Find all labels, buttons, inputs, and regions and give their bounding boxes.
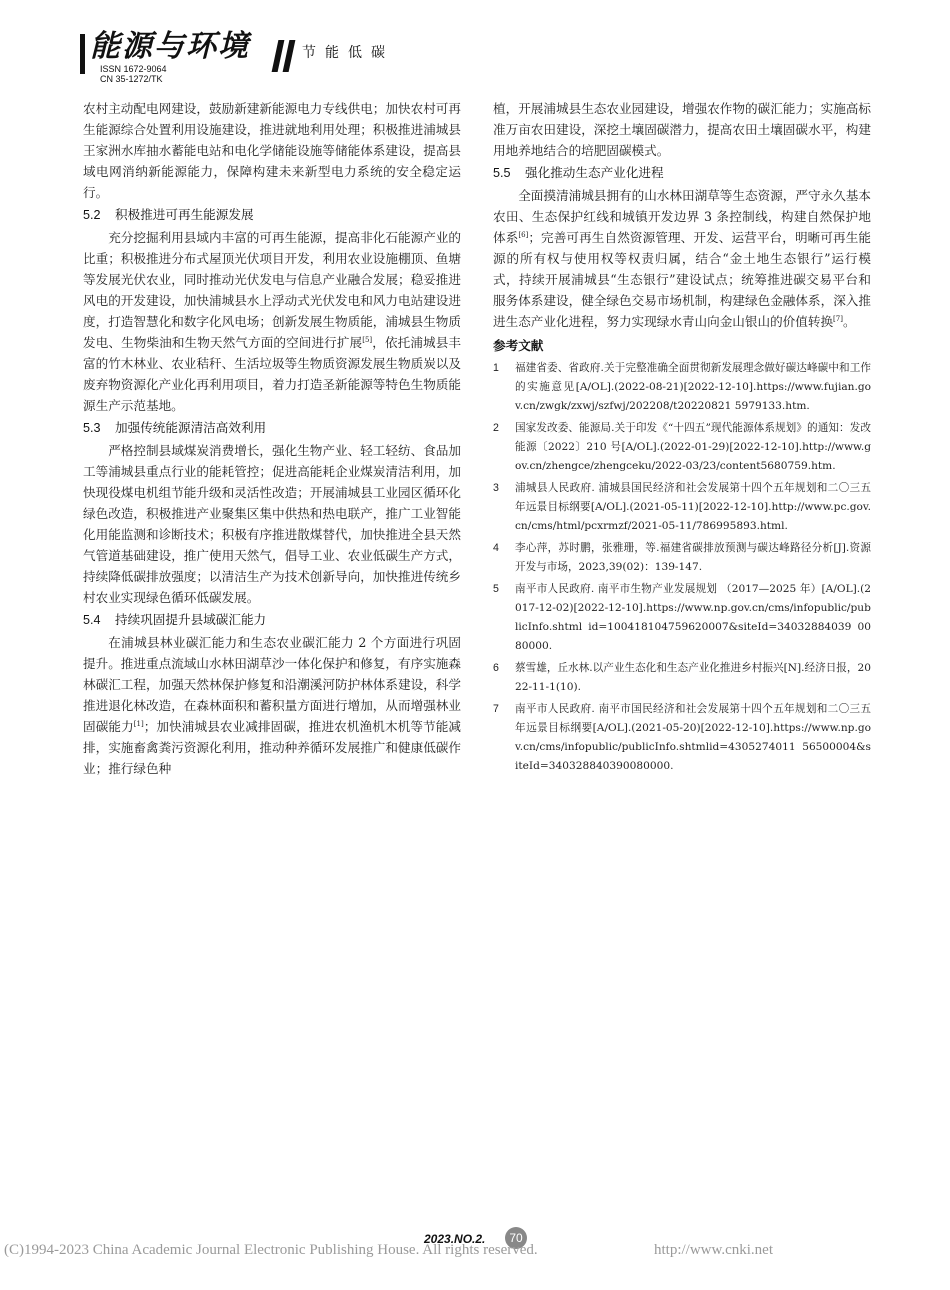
cnki-link[interactable]: http://www.cnki.net bbox=[654, 1242, 774, 1258]
reference-text: 浦城县人民政府. 浦城县国民经济和社会发展第十四个五年规划和二〇三五年远景目标纲要[A/OL].(2021-05-11)[2022-12-10].http://www.pc.gov.cn/cms/html/pcxrmzf/2021-05-11/786995893.html. bbox=[515, 482, 871, 532]
issn: ISSN 1672-9064 bbox=[100, 64, 167, 74]
copyright-text: (C)1994-2023 China Academic Journal Electronic Publishing House. All rights reserved. bbox=[4, 1242, 538, 1258]
issn-block bbox=[100, 64, 167, 84]
journal-logo: 能源与环境 bbox=[90, 29, 250, 64]
reference-text: 蔡雪雄，丘水林.以产业生态化和生态产业化推进乡村振兴[N].经济日报，2022-11-1(10). bbox=[515, 662, 871, 693]
citation: [7] bbox=[833, 314, 843, 323]
page-number: 70 bbox=[505, 1227, 527, 1249]
section-number: 5.5 bbox=[493, 166, 511, 180]
paragraph: 严格控制县域煤炭消费增长，强化生物产业、轻工轻纺、食品加工等浦城县重点行业的能耗管控；促进高能耗企业煤炭清洁利用，加快现役煤电机组节能升级和灵活性改造；开展浦城县工业园区循环化绿色改造，积极推进产业聚集区集中供热和热电联产，推广工业智能化用能监测和诊断技术；积极有序推进散煤替代，加快推进全县天然气管道基础建设，推广使用天然气，倡导工业、农业低碳生产方式，持续降低碳排放强度；以清洁生产为技术创新导向，加快推进传统乡村农业实现绿色循环低碳发展。 bbox=[83, 443, 461, 605]
references-title: 参考文献 bbox=[493, 338, 544, 353]
reference-text: 国家发改委、能源局.关于印发《“十四五”现代能源体系规划》的通知：发改能源〔2022〕210 号[A/OL].(2022-01-29)[2022-12-10].http://www.gov.cn/zhengce/zhengceku/2022-03/23/content5680759.htm. bbox=[515, 422, 871, 472]
reference-text: 福建省委、省政府.关于完整准确全面贯彻新发展理念做好碳达峰碳中和工作的实施意见[A/OL].(2022-08-21)[2022-12-10].https://www.fujian.gov.cn/zwgk/zxwj/szfwj/202208/t20220821 5979133.htm. bbox=[515, 362, 871, 412]
section-number: 5.4 bbox=[83, 613, 101, 627]
cn-number: CN 35-1272/TK bbox=[100, 74, 163, 84]
left-column bbox=[83, 98, 461, 779]
section-title: 强化推动生态产业化进程 bbox=[525, 165, 664, 180]
reference-item bbox=[493, 359, 871, 416]
logo-bar bbox=[80, 34, 85, 74]
reference-text: 南平市人民政府. 南平市生物产业发展规划 （2017—2025 年）[A/OL].(2017-12-02)[2022-12-10].https://www.np.gov.cn/cms/infopublic/publicInfo.shtml id=100418104759620007&siteId=34032884039 0080000. bbox=[515, 583, 871, 652]
reference-number: 5 bbox=[493, 583, 499, 595]
paragraph: 充分挖掘利用县域内丰富的可再生能源，提高非化石能源产业的比重；积极推进分布式屋顶光伏项目开发，利用农业设施棚顶、鱼塘等发展光伏农业，同时推动光伏发电与信息产业融合发展；稳妥推进风电的开发建设，加快浦城县水上浮动式光伏发电和风力电站建设进度，打造智慧化和数字化风电场；创新发展生物质能，浦城县生物质发电、生物柴油和生物天然气方面的空间进行扩展[5]，依托浦城县丰富的竹木林业、农业秸秆、生活垃圾等生物质资源发展生物质炭以及废弃物资源化产业化再利用项目，着力打造圣新能源等特色生物质能源生产示范基地。 bbox=[83, 230, 462, 413]
section-number: 5.3 bbox=[83, 421, 101, 435]
paragraph: 农村主动配电网建设，鼓励新建新能源电力专线供电；加快农村可再生能源综合处置利用设施建设，推进就地利用处理；积极推进浦城县王家洲水库抽水蓄能电站和电化学储能设施等储能体系建设，提高县域电网消纳新能源能力，保障构建未来新型电力系统的安全稳定运行。 bbox=[83, 101, 461, 200]
reference-item bbox=[493, 580, 871, 656]
citation: [1] bbox=[133, 719, 144, 728]
paragraph: 在浦城县林业碳汇能力和生态农业碳汇能力 2 个方面进行巩固提升。推进重点流域山水林田湖草沙一体化保护和修复，有序实施森林碳汇工程，加强天然林保护修复和沿潮溪河防护林体系建设，科学推进退化林改造，在森林面积和蓄积量方面进行增加，从而增强林业固碳能力[1]；加快浦城县农业减排固碳，推进农机渔机木机等节能减排，实施畜禽粪污资源化利用，推动种养循环发展推广和健康低碳作业；推行绿色种 bbox=[83, 635, 462, 776]
reference-number: 3 bbox=[493, 482, 499, 494]
section-heading-5-3 bbox=[83, 417, 461, 439]
citation: [6] bbox=[518, 230, 529, 239]
section-heading-5-4 bbox=[83, 609, 461, 631]
reference-number: 1 bbox=[493, 362, 499, 374]
section-mark bbox=[273, 40, 295, 72]
paragraph: 全面摸清浦城县拥有的山水林田湖草等生态资源，严守永久基本农田、生态保护红线和城镇开发边界 3 条控制线，构建自然保护地体系[6]；完善可再生自然资源管理、开发、运营平台，明晰可再生能源的所有权与使用权等权责归属，结合“金土地生态银行”运行模式，持续开展浦城县“生态银行”建设试点；统筹推进碳交易平台和服务体系建设，健全绿色交易市场机制，构建绿色金融体系，深入推进生态产业化进程，努力实现绿水青山向金山银山的价值转换[7]。 bbox=[493, 188, 872, 329]
reference-number: 4 bbox=[493, 542, 499, 554]
section-heading-5-5 bbox=[493, 162, 871, 184]
reference-item bbox=[493, 479, 871, 536]
citation: [5] bbox=[362, 335, 373, 344]
section-title: 加强传统能源清洁高效利用 bbox=[115, 420, 267, 435]
issue-label: 2023.NO.2. bbox=[424, 1232, 486, 1246]
section-heading-5-2 bbox=[83, 204, 461, 226]
reference-text: 南平市人民政府. 南平市国民经济和社会发展第十四个五年规划和二〇三五年远景目标纲要[A/OL].(2021-05-20)[2022-12-10].https://www.np.gov.cn/cms/infopublic/publicInfo.shtmlid=4305274011 56500004&siteId=340328840390080000. bbox=[515, 703, 871, 772]
reference-text: 李心萍，苏时鹏，张雅珊，等.福建省碳排放预测与碳达峰路径分析[J].资源开发与市场，2023,39(02)：139-147. bbox=[515, 542, 871, 573]
reference-item bbox=[493, 659, 871, 697]
reference-list bbox=[493, 359, 871, 776]
reference-number: 7 bbox=[493, 703, 499, 715]
reference-number: 6 bbox=[493, 662, 499, 674]
journal-header bbox=[80, 26, 880, 84]
section-title: 节能低碳 bbox=[302, 45, 394, 61]
reference-item bbox=[493, 700, 871, 776]
right-column bbox=[493, 98, 871, 779]
paragraph: 植，开展浦城县生态农业园建设，增强农作物的碳汇能力；实施高标准万亩农田建设，深挖土壤固碳潜力，提高农田土壤固碳水平，构建用地养地结合的培肥固碳模式。 bbox=[493, 101, 871, 158]
section-title: 积极推进可再生能源发展 bbox=[115, 207, 254, 222]
section-number: 5.2 bbox=[83, 208, 101, 222]
reference-item bbox=[493, 419, 871, 476]
section-title: 持续巩固提升县域碳汇能力 bbox=[115, 612, 267, 627]
reference-item bbox=[493, 539, 871, 577]
reference-number: 2 bbox=[493, 422, 499, 434]
